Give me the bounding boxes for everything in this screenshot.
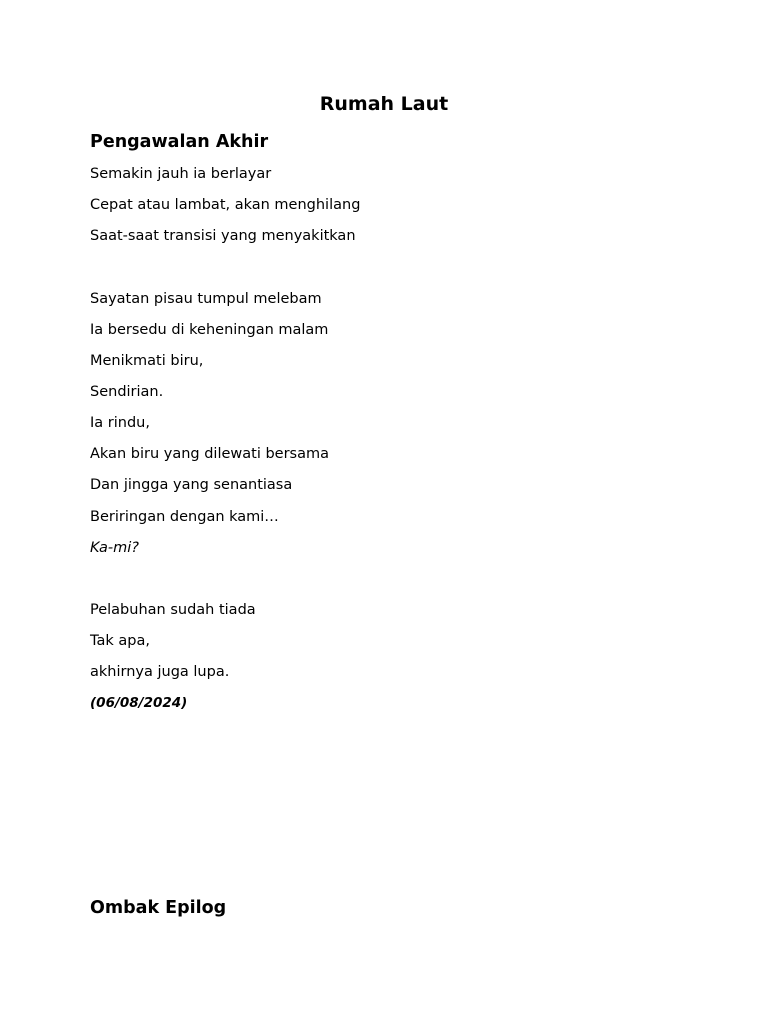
poem-line: Menikmati biru, — [90, 352, 204, 369]
poem-line: Cepat atau lambat, akan menghilang — [90, 197, 361, 214]
poem-line: Akan biru yang dilewati bersama — [90, 446, 329, 463]
poem-line: Ka-mi? — [90, 539, 139, 556]
poem-line: akhirnya juga lupa. — [90, 664, 230, 681]
poem-line: Saat-saat transisi yang menyakitkan — [90, 228, 356, 245]
poem-line: Semakin jauh ia berlayar — [90, 166, 272, 182]
poem-line: Dan jingga yang senantiasa — [90, 477, 293, 494]
poem-date: (06/08/2024) — [90, 695, 188, 712]
poem-title: Pengawalan Akhir — [90, 132, 269, 152]
poem-line: Ia bersedu di keheningan malam — [90, 321, 329, 338]
stanza-break — [90, 252, 690, 283]
poem-line: Tak apa, — [90, 633, 150, 650]
stanza-break — [90, 564, 690, 595]
poem-title: Ombak Epilog — [90, 898, 227, 918]
document-title: Rumah Laut — [319, 93, 449, 115]
poem-line: Sayatan pisau tumpul melebam — [90, 290, 322, 307]
poem-line: Pelabuhan sudah tiada — [90, 601, 256, 618]
poem-line: Beriringan dengan kami… — [90, 508, 279, 525]
poem-line: Ia rindu, — [90, 415, 150, 432]
poem-line: Sendirian. — [90, 383, 164, 400]
poem-body — [90, 159, 690, 720]
